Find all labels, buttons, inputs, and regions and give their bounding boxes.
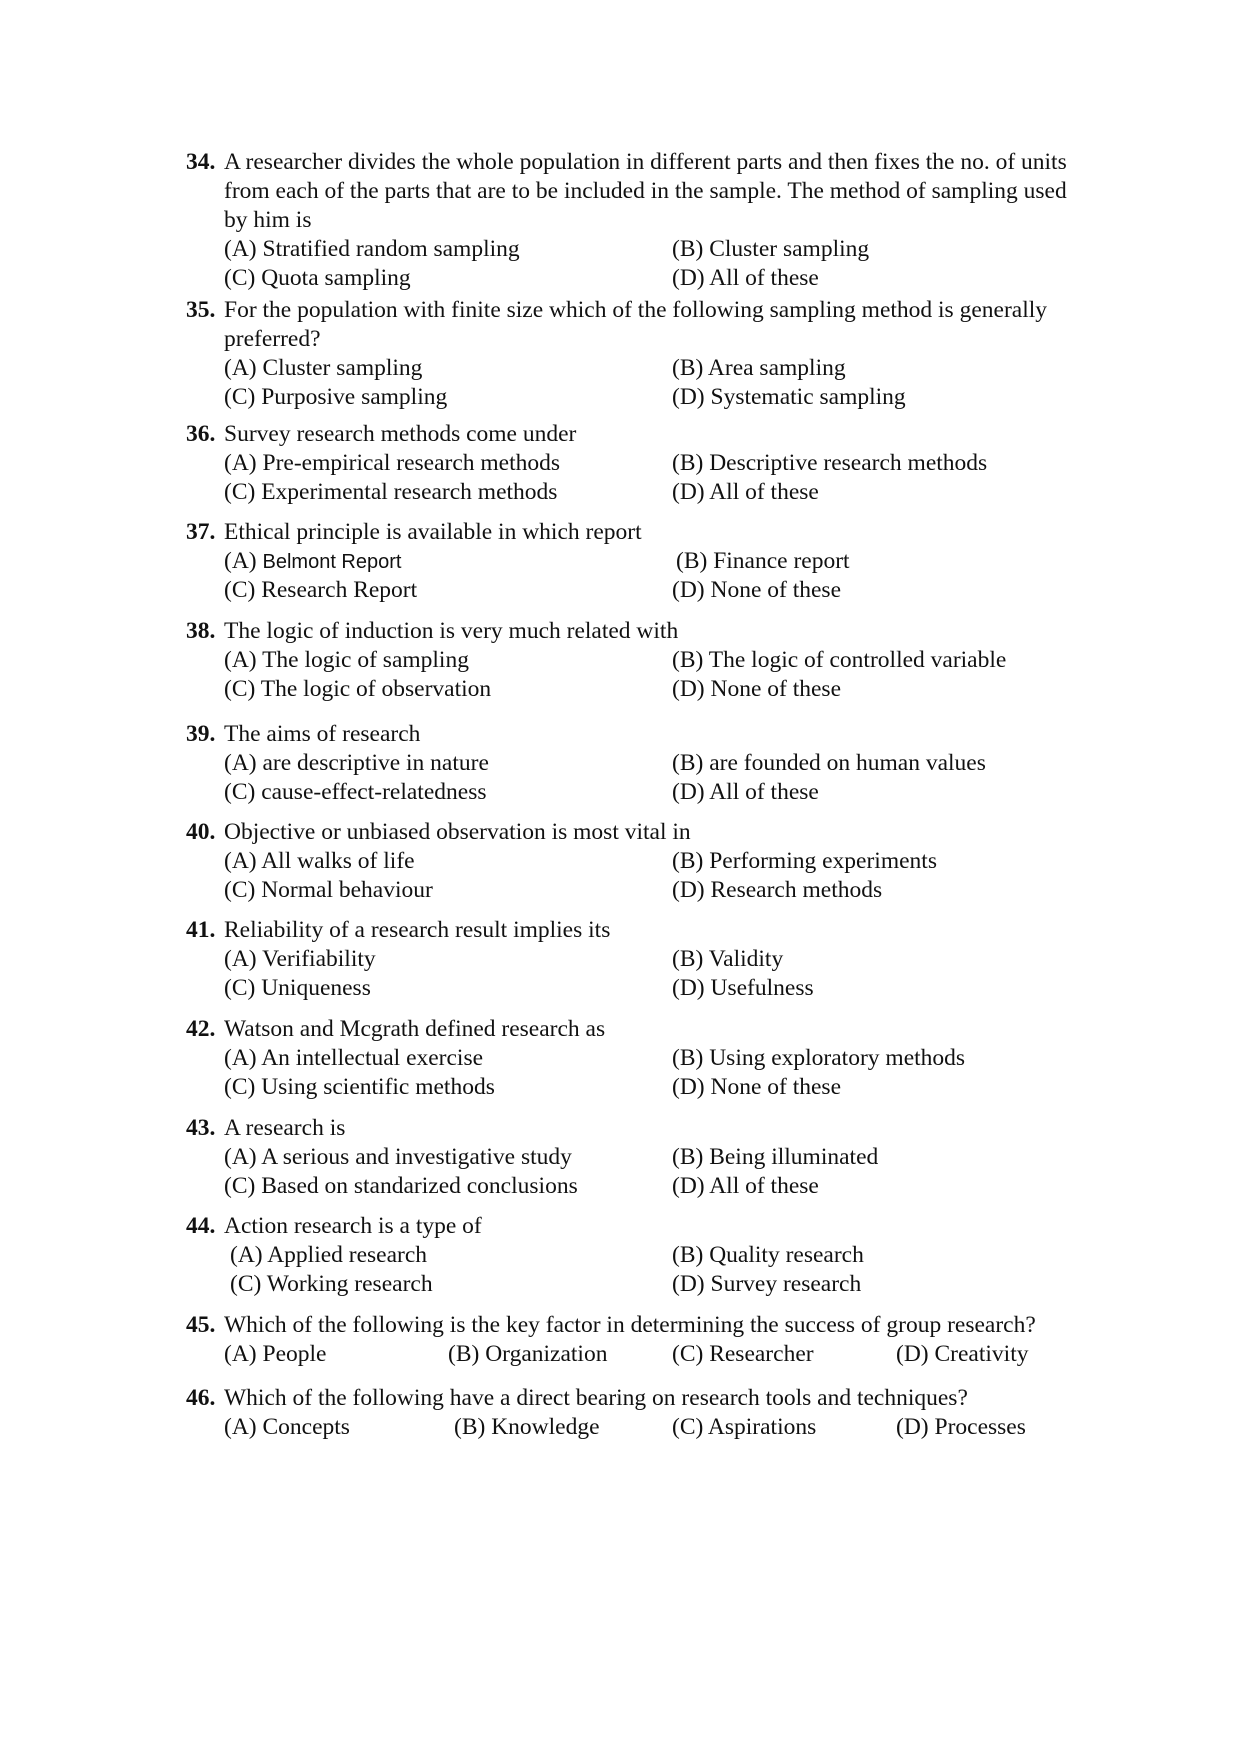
option-a: (A) Stratified random sampling — [224, 236, 520, 262]
question-stem — [186, 720, 1086, 749]
options — [186, 749, 1086, 807]
option-b: (B) Using exploratory methods — [672, 1045, 966, 1071]
options — [186, 847, 1086, 905]
option-b: (B) Cluster sampling — [672, 236, 870, 262]
question-stem — [186, 1311, 1086, 1340]
question-number: 43. — [186, 1115, 216, 1141]
option-a: (A) The logic of sampling — [224, 647, 469, 673]
option-a: (A) are descriptive in nature — [224, 750, 489, 776]
question-text: Action research is a type of — [224, 1213, 482, 1239]
option-b: (B) The logic of controlled variable — [672, 647, 1007, 673]
option-c: (C) Quota sampling — [224, 265, 411, 291]
option-a: (A) A serious and investigative study — [224, 1144, 572, 1170]
option-a: (A) All walks of life — [224, 848, 415, 874]
options — [186, 646, 1086, 704]
option-d: (D) None of these — [672, 676, 842, 702]
question-text: Survey research methods come under — [224, 421, 577, 447]
question-stem — [186, 1212, 1086, 1241]
question-text: A researcher divides the whole population in different parts and then fixes the no. of units from each of the parts that are to be included in the sample. The method of sampling used by him is — [224, 149, 1067, 233]
question-number: 40. — [186, 819, 216, 845]
option-b: (B) Being illuminated — [672, 1144, 879, 1170]
question-44 — [186, 1212, 1086, 1299]
option-b: (B) Finance report — [676, 548, 850, 574]
options — [186, 449, 1086, 507]
question-stem — [186, 1015, 1086, 1044]
question-text: Which of the following have a direct bearing on research tools and techniques? — [224, 1385, 968, 1411]
question-text: Watson and Mcgrath defined research as — [224, 1016, 606, 1042]
option-b: (B) Area sampling — [672, 355, 846, 381]
option-d: (D) Survey research — [672, 1271, 862, 1297]
question-text: The logic of induction is very much related with — [224, 618, 679, 644]
question-stem — [186, 296, 1086, 354]
question-40 — [186, 818, 1086, 905]
option-b: (B) Knowledge — [454, 1414, 600, 1440]
question-text: Reliability of a research result implies its — [224, 917, 611, 943]
option-d: (D) All of these — [672, 1173, 819, 1199]
option-a: (A) People — [224, 1341, 327, 1367]
option-a: (A) Cluster sampling — [224, 355, 423, 381]
question-45 — [186, 1311, 1086, 1369]
option-d: (D) All of these — [672, 265, 819, 291]
question-42 — [186, 1015, 1086, 1102]
option-a — [224, 547, 401, 577]
option-d: (D) Creativity — [896, 1341, 1029, 1367]
question-number: 42. — [186, 1016, 216, 1042]
question-stem — [186, 1384, 1086, 1413]
option-c: (C) Purposive sampling — [224, 384, 448, 410]
question-text: Objective or unbiased observation is most vital in — [224, 819, 691, 845]
options — [186, 235, 1086, 293]
option-a: (A) Concepts — [224, 1414, 350, 1440]
option-c: (C) Working research — [230, 1271, 433, 1297]
question-37 — [186, 518, 1086, 605]
question-35 — [186, 296, 1086, 412]
question-number: 34. — [186, 149, 216, 175]
option-d: (D) None of these — [672, 1074, 842, 1100]
option-d: (D) All of these — [672, 779, 819, 805]
option-a-text: Belmont Report — [262, 551, 402, 573]
question-41 — [186, 916, 1086, 1003]
question-number: 37. — [186, 519, 216, 545]
option-c: (C) Based on standarized conclusions — [224, 1173, 578, 1199]
question-stem — [186, 420, 1086, 449]
question-number: 35. — [186, 297, 216, 323]
options — [186, 1340, 1086, 1369]
question-text: For the population with finite size which of the following sampling method is generally preferred? — [224, 297, 1048, 352]
option-b: (B) Descriptive research methods — [672, 450, 988, 476]
question-text: A research is — [224, 1115, 346, 1141]
question-number: 39. — [186, 721, 216, 747]
question-number: 44. — [186, 1213, 216, 1239]
question-text: Ethical principle is available in which report — [224, 519, 642, 545]
question-number: 36. — [186, 421, 216, 447]
options — [186, 1143, 1086, 1201]
option-c: (C) Normal behaviour — [224, 877, 433, 903]
question-34 — [186, 148, 1086, 293]
question-36 — [186, 420, 1086, 507]
option-c: (C) The logic of observation — [224, 676, 492, 702]
option-a: (A) An intellectual exercise — [224, 1045, 484, 1071]
options — [186, 945, 1086, 1003]
option-c: (C) Using scientific methods — [224, 1074, 495, 1100]
option-d: (D) Processes — [896, 1414, 1026, 1440]
option-c: (C) Experimental research methods — [224, 479, 558, 505]
question-43 — [186, 1114, 1086, 1201]
option-a: (A) Applied research — [230, 1242, 428, 1268]
question-number: 38. — [186, 618, 216, 644]
question-stem — [186, 1114, 1086, 1143]
option-d: (D) None of these — [672, 577, 842, 603]
option-b: (B) Performing experiments — [672, 848, 937, 874]
question-number: 45. — [186, 1312, 216, 1338]
option-d: (D) Research methods — [672, 877, 883, 903]
question-stem — [186, 518, 1086, 547]
options — [186, 1241, 1086, 1299]
question-number: 41. — [186, 917, 216, 943]
option-b: (B) Validity — [672, 946, 784, 972]
option-a: (A) Pre-empirical research methods — [224, 450, 561, 476]
question-number: 46. — [186, 1385, 216, 1411]
question-stem — [186, 818, 1086, 847]
question-39 — [186, 720, 1086, 807]
options — [186, 1044, 1086, 1102]
option-c: (C) Aspirations — [672, 1414, 817, 1440]
option-c: (C) Researcher — [672, 1341, 814, 1367]
question-stem — [186, 916, 1086, 945]
options — [186, 547, 1086, 605]
question-stem — [186, 617, 1086, 646]
question-text: The aims of research — [224, 721, 421, 747]
option-d: (D) All of these — [672, 479, 819, 505]
option-d: (D) Systematic sampling — [672, 384, 906, 410]
option-a: (A) Verifiability — [224, 946, 376, 972]
question-46 — [186, 1384, 1086, 1442]
option-a-prefix: (A) — [224, 548, 263, 574]
option-b: (B) Organization — [448, 1341, 608, 1367]
options — [186, 1413, 1086, 1442]
option-b: (B) are founded on human values — [672, 750, 986, 776]
options — [186, 354, 1086, 412]
option-c: (C) Uniqueness — [224, 975, 371, 1001]
question-38 — [186, 617, 1086, 704]
question-text: Which of the following is the key factor in determining the success of group research? — [224, 1312, 1036, 1338]
option-d: (D) Usefulness — [672, 975, 814, 1001]
option-c: (C) Research Report — [224, 577, 418, 603]
option-b: (B) Quality research — [672, 1242, 864, 1268]
question-stem — [186, 148, 1086, 235]
option-c: (C) cause-effect-relatedness — [224, 779, 487, 805]
